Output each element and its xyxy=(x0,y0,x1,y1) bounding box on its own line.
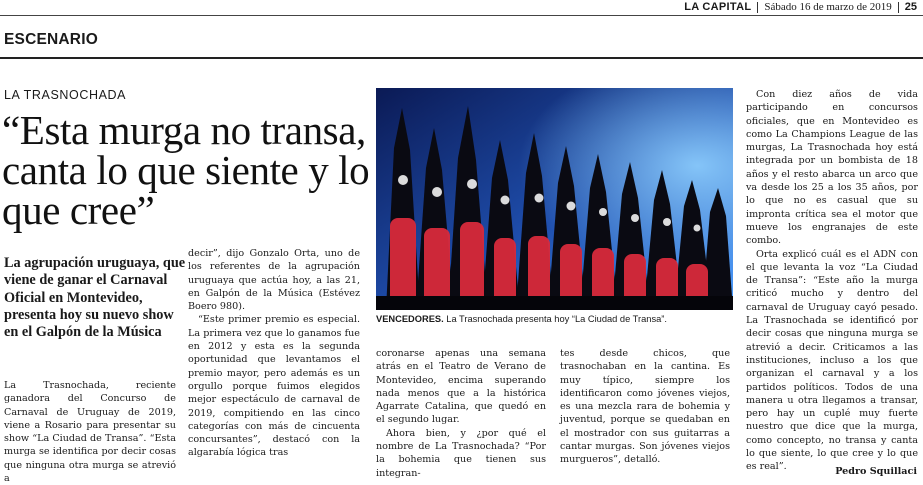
headline: “Esta murga no transa, canta lo que siente y lo que cree” xyxy=(2,107,370,233)
masthead-separator xyxy=(898,2,899,13)
page-number: 25 xyxy=(904,1,917,13)
column-c xyxy=(376,347,546,480)
masthead xyxy=(684,0,917,14)
stage-photo-illustration xyxy=(376,88,733,310)
paragraph: decir”, dijo Gonzalo Orta, uno de los referentes de la agrupación uruguaya que actúa hoy, a las 21, en Galpón de la Música (Estévez Boero 980). xyxy=(188,248,360,313)
publication-name: LA CAPITAL xyxy=(684,1,752,13)
paragraph: Ahora bien, y ¿por qué el nombre de La Trasnochada? “Por la bohemia que tienen sus integran- xyxy=(376,427,546,479)
paragraph: tes desde chicos, que trasnochaban en la cantina. Es muy típico, siempre los identificaron como jóvenes viejos, es una mezcla rara de bohemia y juventud, porque se quedaban en el mostrador con sus guitarras a cantar murgas. Son jóvenes viejos murgueros”, detalló. xyxy=(560,348,730,466)
photo-caption xyxy=(376,313,733,325)
kicker: LA TRASNOCHADA xyxy=(4,88,127,102)
caption-lead: VENCEDORES. xyxy=(376,314,444,324)
paragraph: La Trasnochada, reciente ganadora del Concurso de Carnaval de Uruguay de 2019, viene a Rosario para presentar su show “La Ciudad de Transa”. “Esta murga se identifica por decir cosas que ninguna otra murga se atrevió a xyxy=(4,380,176,485)
caption-text: La Trasnochada presenta hoy “La Ciudad de Transa”. xyxy=(443,314,667,324)
byline: Pedro Squillaci xyxy=(835,466,917,477)
top-rule xyxy=(0,15,923,16)
dek: La agrupación uruguaya, que viene de ganar el Carnaval Oficial en Montevideo, presenta hoy su nuevo show en el Galpón de la Música xyxy=(4,255,186,341)
paragraph: coronarse apenas una semana atrás en el Teatro de Verano de Montevideo, encima superando nada menos que a la histórica Agarrate Catalina, que quedó en el segundo lugar. xyxy=(376,348,546,426)
section-rule xyxy=(0,57,923,59)
masthead-separator xyxy=(757,2,758,13)
column-b xyxy=(188,247,360,460)
paragraph: “Este primer premio es especial. La primera vez que lo ganamos fue en 2012 y esta es la segunda oportunidad que levantamos el premio mayor, pero además es un orgullo porque fuimos elegidos mejor espectáculo de carnaval de 2019, compitiendo en las cinco categorías con más de cincuenta concursantes”, destacó con la algarabía lógica tras xyxy=(188,314,360,459)
column-a xyxy=(4,379,176,485)
paragraph: Orta explicó cuál es el ADN con el que levanta la voz “La Ciudad de Transa”: “Este año la murga criticó mucho y dentro del carnaval de Uruguay cayó pesado. La Trasnochada se identificó por decir cosas que ninguna murga se atrevió a decir. Criticamos a las instituciones, incluso a los que organizan el carnaval y a los partidos políticos. Todos de una manera u otra llegamos a transar, pero hay un cuplé muy fuerte nuestro que dice que la murga, como concepto, no transa y canta lo que siente, lo que cree y lo que es real”. xyxy=(746,248,918,473)
column-e xyxy=(746,88,918,474)
issue-date: Sábado 16 de marzo de 2019 xyxy=(764,1,892,13)
paragraph: Con diez años de vida participando en concursos oficiales, que en Montevideo es como La Champions League de las murgas, La Trasnochada hoy está integrada por un bombista de 18 años y el resto abarca un arco que va desde los 25 a los 35 años, por lo que no es casual que su impronta crítica sea el motor que mueve los engranajes de este combo. xyxy=(746,89,918,247)
column-d xyxy=(560,347,730,467)
photo xyxy=(376,88,733,310)
section-title: ESCENARIO xyxy=(4,31,98,48)
